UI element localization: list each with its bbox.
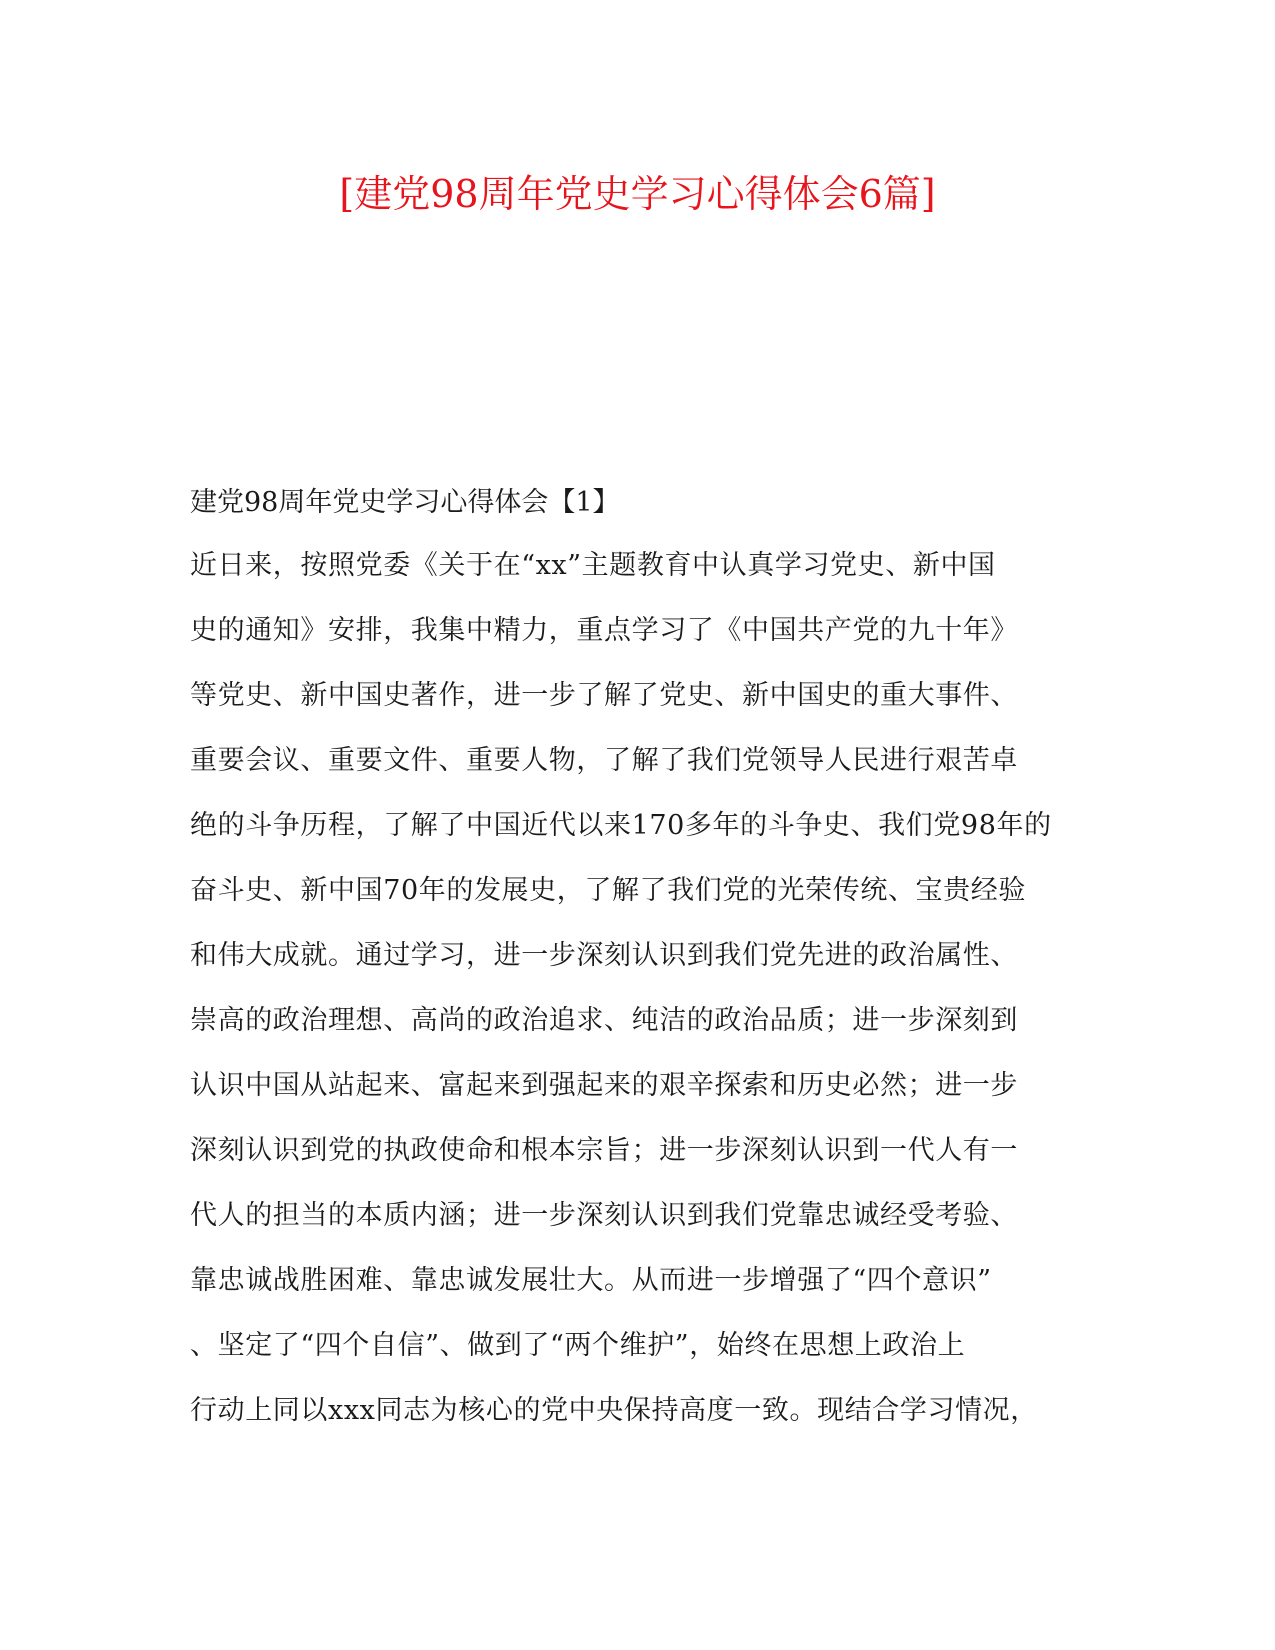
body-line: 深刻认识到党的执政使命和根本宗旨；进一步深刻认识到一代人有一: [190, 1135, 1018, 1166]
body-line: 靠忠诚战胜困难、靠忠诚发展壮大。从而进一步增强了“四个意识”: [190, 1265, 992, 1296]
section-heading: 建党98周年党史学习心得体会【1】: [190, 487, 620, 518]
body-line: 和伟大成就。通过学习，进一步深刻认识到我们党先进的政治属性、: [190, 940, 1018, 971]
body-line: 重要会议、重要文件、重要人物，了解了我们党领导人民进行艰苦卓: [190, 745, 1018, 776]
body-line: 行动上同以xxx同志为核心的党中央保持高度一致。现结合学习情况，: [190, 1395, 1038, 1426]
body-line: 史的通知》安排，我集中精力，重点学习了《中国共产党的九十年》: [190, 615, 1018, 646]
body-line: 绝的斗争历程，了解了中国近代以来170多年的斗争史、我们党98年的: [190, 810, 1052, 841]
body-text: [190, 546, 1090, 1456]
body-line: 代人的担当的本质内涵；进一步深刻认识到我们党靠忠诚经受考验、: [190, 1200, 1018, 1231]
document-title: [建党98周年党史学习心得体会6篇]: [339, 172, 936, 216]
body-line: 近日来，按照党委《关于在“xx”主题教育中认真学习党史、新中国: [190, 550, 996, 581]
body-line: 认识中国从站起来、富起来到强起来的艰辛探索和历史必然；进一步: [190, 1070, 1018, 1101]
body-line: 、坚定了“四个自信”、做到了“两个维护”，始终在思想上政治上: [190, 1330, 966, 1361]
body-line: 奋斗史、新中国70年的发展史，了解了我们党的光荣传统、宝贵经验: [190, 875, 1026, 906]
body-line: 崇高的政治理想、高尚的政治追求、纯洁的政治品质；进一步深刻到: [190, 1005, 1018, 1036]
body-line: 等党史、新中国史著作，进一步了解了党史、新中国史的重大事件、: [190, 680, 1018, 711]
